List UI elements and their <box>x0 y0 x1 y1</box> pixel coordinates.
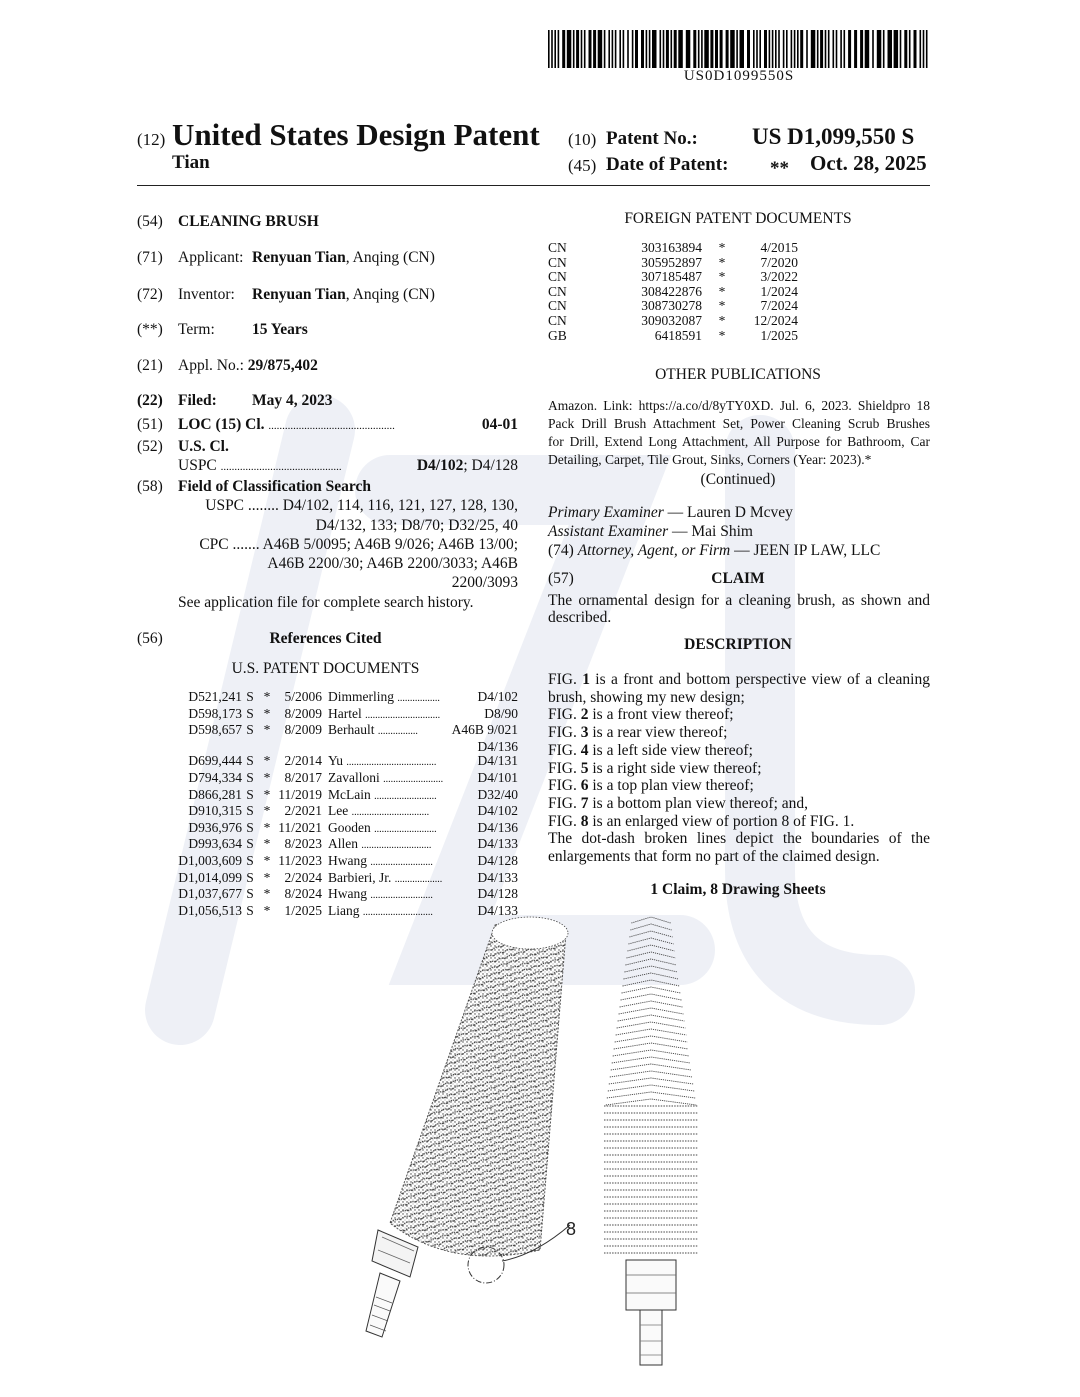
us-cl-uspc: USPC ............................................ D4/102; D4/128 <box>178 457 518 474</box>
us-patent-documents-head: U.S. PATENT DOCUMENTS <box>231 660 420 677</box>
search-cpc-line3: 2200/3093 <box>451 574 518 591</box>
foreign-reference-row: CN 303163894 * 4/2015 <box>548 240 798 255</box>
code-54: (54) <box>137 213 163 230</box>
reference-row: D866,281 S * 11/2019 McLain ......................... D32/40 <box>188 786 518 802</box>
reference-row: D1,014,099 S * 2/2024 Barbieri, Jr. ................... D4/133 <box>178 869 518 885</box>
search-uspc-line2: D4/132, 133; D8/70; D32/25, 40 <box>315 517 518 534</box>
inventor-value: Renyuan Tian, Anqing (CN) <box>252 286 435 303</box>
description-line: enlargements that form no part of the claimed design. <box>548 848 880 866</box>
code-10: (10) <box>568 130 597 149</box>
foreign-reference-row: GB 6418591 * 1/2025 <box>548 327 798 343</box>
reference-row: D4/136 <box>477 738 518 754</box>
code-term: (**) <box>137 321 163 338</box>
search-uspc-line1: USPC ........ D4/102, 114, 116, 121, 127, 128, 130, <box>205 497 518 514</box>
description-line: FIG. 2 is a front view thereof; <box>548 706 734 724</box>
foreign-reference-row: CN 308730278 * 7/2024 <box>548 298 798 314</box>
code-71: (71) <box>137 249 163 266</box>
description-text <box>548 671 930 866</box>
barcode <box>548 30 930 68</box>
barcode-number: US0D1099550S <box>683 68 795 84</box>
description-line: brush, showing my new design; <box>548 688 745 706</box>
description-line: FIG. 6 is a top plan view thereof; <box>548 777 754 795</box>
description-line: FIG. 5 is a right side view thereof; <box>548 759 762 777</box>
assistant-examiner: Assistant Examiner — Mai Shim <box>548 523 753 540</box>
claims-sheets-count: 1 Claim, 8 Drawing Sheets <box>650 881 826 898</box>
code-58: (58) <box>137 478 163 495</box>
foreign-patent-documents-head: FOREIGN PATENT DOCUMENTS <box>624 210 852 227</box>
filed-label: Filed: <box>178 392 217 409</box>
applicant-value: Renyuan Tian, Anqing (CN) <box>252 249 435 266</box>
foreign-reference-row: CN 309032087 * 12/2024 <box>548 312 798 328</box>
foreign-reference-row: CN 307185487 * 3/2022 <box>548 269 798 285</box>
attorney: (74) Attorney, Agent, or Firm — JEEN IP LAW, LLC <box>548 542 881 559</box>
reference-row: D1,056,513 S * 1/2025 Liang ............................ D4/133 <box>178 902 518 918</box>
code-45: (45) <box>568 156 597 175</box>
foreign-reference-row: CN 305952897 * 7/2020 <box>548 254 798 270</box>
claim-line1: The ornamental design for a cleaning brush, as shown and <box>548 592 930 609</box>
reference-row: D794,334 S * 8/2017 Zavalloni ........................ D4/101 <box>188 769 518 785</box>
other-publications-head: OTHER PUBLICATIONS <box>655 366 821 383</box>
code-51: (51) <box>137 416 163 433</box>
continued-note: (Continued) <box>700 471 776 488</box>
description-line: FIG. 1 is a front and bottom perspective view of a cleaning <box>548 671 930 688</box>
code-57: (57) <box>548 570 574 587</box>
date-of-patent-label: Date of Patent: <box>606 154 729 175</box>
code-12: (12) <box>137 130 166 149</box>
other-publication-line: Detailing, Carpet, Tile Grout, Sinks, Corners (Year: 2023).* <box>548 452 872 467</box>
code-21: (21) <box>137 357 163 374</box>
applicant-label: Applicant: <box>178 249 244 266</box>
claim-head: CLAIM <box>711 570 765 587</box>
inventor-label: Inventor: <box>178 286 235 303</box>
other-publication-line: for Drill, Extend Long Attachment, All Purpose for Bathroom, Car <box>548 434 930 449</box>
reference-row: D521,241 S * 5/2006 Dimmerling ................. D4/102 <box>188 689 518 704</box>
us-cl-label: U.S. Cl. <box>178 438 229 455</box>
description-head: DESCRIPTION <box>684 636 792 653</box>
search-cpc-line1: CPC ....... A46B 5/0095; A46B 9/026; A46B 13/00; <box>199 536 518 553</box>
title-of-design: CLEANING BRUSH <box>178 213 319 230</box>
loc-classification: LOC (15) Cl. .............................................. 04-01 <box>178 416 518 433</box>
reference-row: D993,634 S * 8/2023 Allen ............................ D4/133 <box>188 836 518 852</box>
code-52: (52) <box>137 438 163 455</box>
code-22: (22) <box>137 392 163 409</box>
filed-value: May 4, 2023 <box>252 392 333 409</box>
field-of-search-label: Field of Classification Search <box>178 478 372 495</box>
reference-row: D699,444 S * 2/2014 Yu .................................... D4/131 <box>188 753 518 769</box>
reference-row: D936,976 S * 11/2021 Gooden ......................... D4/136 <box>188 819 518 835</box>
header-rule <box>137 185 930 186</box>
reference-row: D598,657 S * 8/2009 Berhault ................ A46B 9/021 <box>188 722 518 738</box>
other-publications-text <box>548 397 930 469</box>
other-publication-line: Amazon. Link: https://a.co/d/8yTY0XD. Jul. 6, 2023. Shieldpro 18 <box>548 398 930 413</box>
reference-row: D1,037,677 S * 8/2024 Hwang ......................... D4/128 <box>178 886 518 902</box>
appl-no: Appl. No.: 29/875,402 <box>178 357 318 374</box>
reference-row: D598,173 S * 8/2009 Hartel .............................. D8/90 <box>188 705 518 721</box>
term-label: Term: <box>178 321 215 338</box>
claim-line2: described. <box>548 609 612 626</box>
other-publication-line: Pack Drill Brush Attachment Set, Power Cleaning Scrub Brushes <box>548 416 930 431</box>
patent-no-label: Patent No.: <box>606 128 698 149</box>
description-line: FIG. 7 is a bottom plan view thereof; and, <box>548 794 809 812</box>
date-of-patent: Oct. 28, 2025 <box>810 151 927 175</box>
code-72: (72) <box>137 286 163 303</box>
description-line: FIG. 4 is a left side view thereof; <box>548 741 753 759</box>
foreign-references-table <box>548 241 798 343</box>
reference-row: D1,003,609 S * 11/2023 Hwang ......................... D4/128 <box>178 852 518 868</box>
description-line: FIG. 8 is an enlarged view of portion 8 of FIG. 1. <box>548 812 855 830</box>
description-line: FIG. 3 is a rear view thereof; <box>548 724 728 742</box>
references-cited-label: References Cited <box>269 630 382 647</box>
search-history-note: See application file for complete search history. <box>178 594 474 611</box>
foreign-reference-row: CN 308422876 * 1/2024 <box>548 283 798 299</box>
us-references-table <box>160 690 518 920</box>
term-value: 15 Years <box>252 321 308 338</box>
primary-examiner: Primary Examiner — Lauren D Mcvey <box>548 504 793 521</box>
document-type-title: United States Design Patent <box>172 117 540 152</box>
date-marker: ** <box>770 158 789 179</box>
code-56: (56) <box>137 630 163 647</box>
brush-perspective-drawing <box>330 905 750 1375</box>
description-line: The dot-dash broken lines depict the boundaries of the <box>548 830 930 848</box>
reference-row: D910,315 S * 2/2021 Lee ............................... D4/102 <box>188 803 518 819</box>
callout-number: 8 <box>566 1219 577 1239</box>
search-cpc-line2: A46B 2200/30; A46B 2200/3033; A46B <box>267 555 518 572</box>
patent-number: US D1,099,550 S <box>752 124 915 149</box>
inventor-surname: Tian <box>172 152 210 173</box>
